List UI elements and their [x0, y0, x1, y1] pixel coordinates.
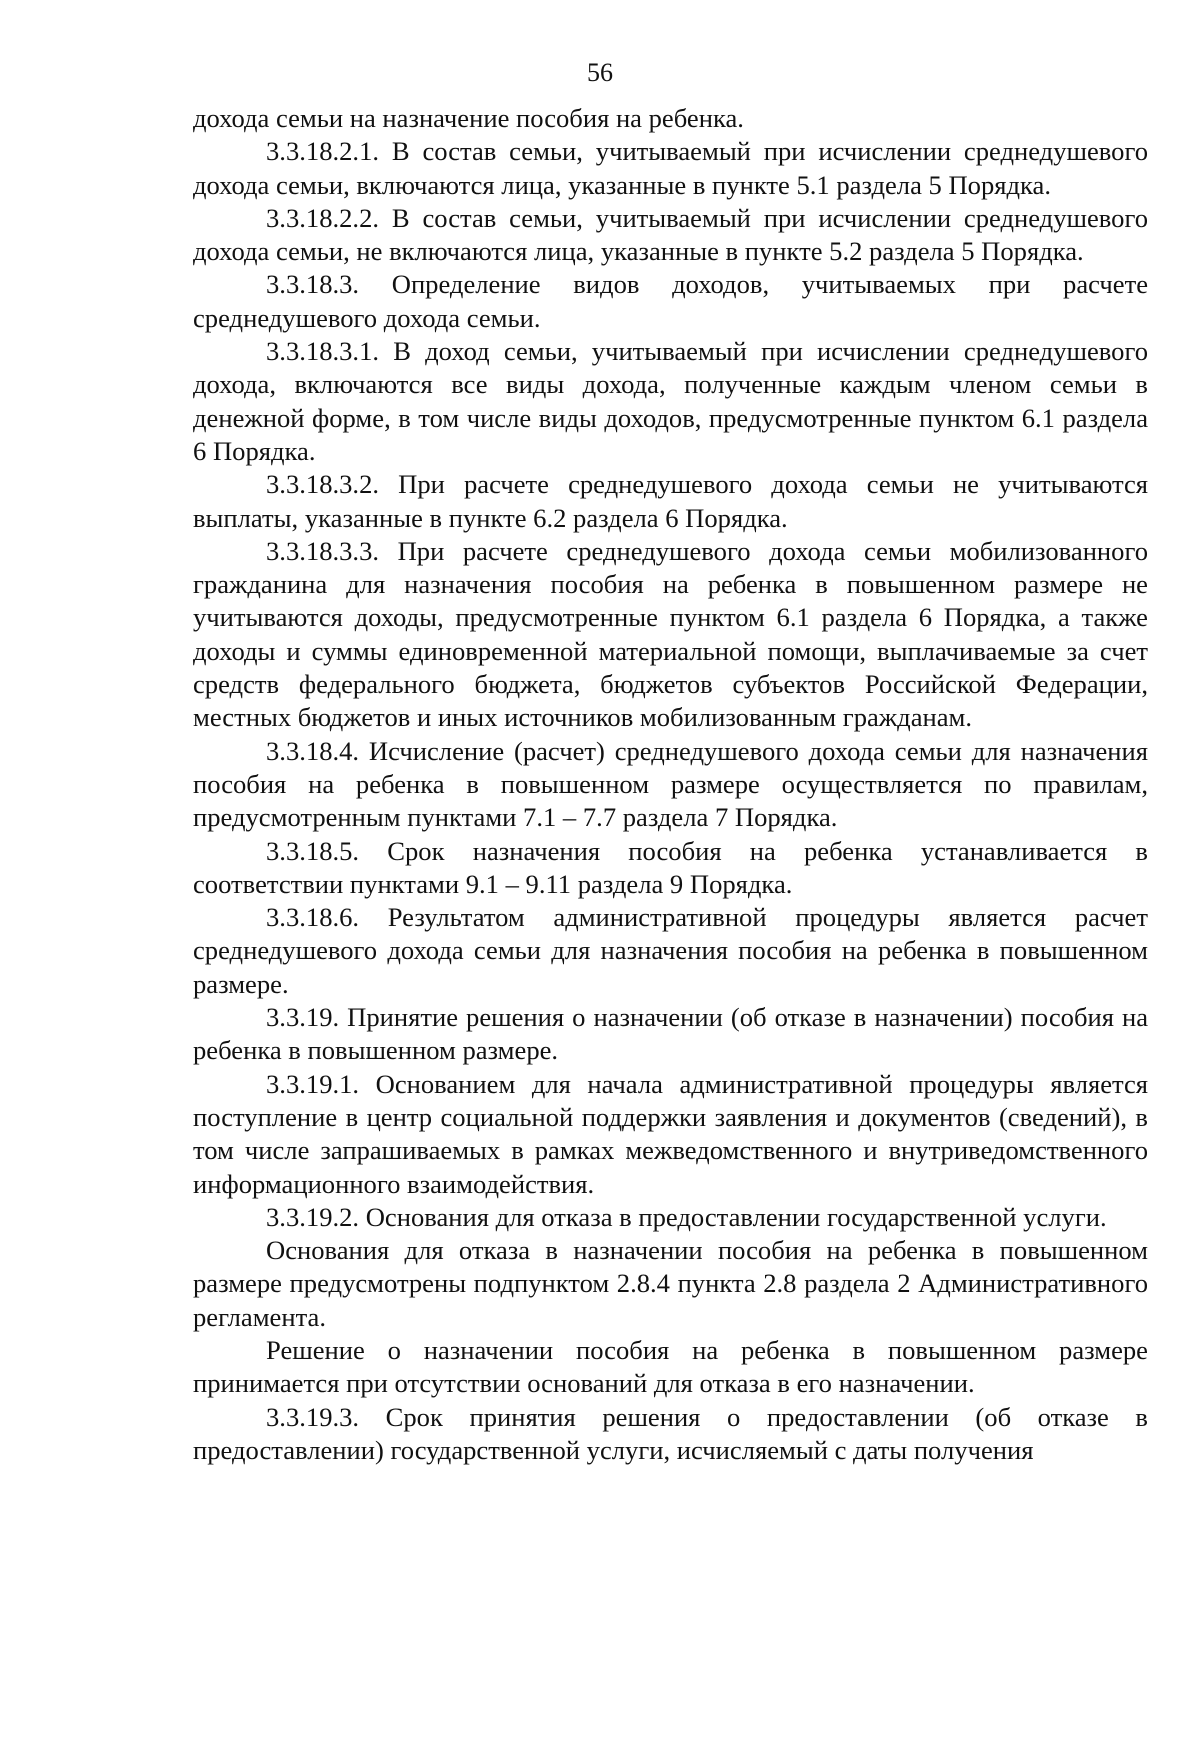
paragraph: 3.3.18.3. Определение видов доходов, учитываемых при расчете среднедушевого дохода семьи. — [193, 269, 1148, 333]
paragraph: Решение о назначении пособия на ребенка в повышенном размере принимается при отсутствии оснований для отказа в его назначении. — [193, 1334, 1148, 1399]
paragraph: 3.3.18.3.3. При расчете среднедушевого дохода семьи мобилизованного гражданина для назначения пособия на ребенка в повышенном размере не учитываются доходы, предусмотренные пунктом 6.1 раздела 6 Порядка, а также доходы и суммы единовременной материальной помощи, выплачиваемые за счет средств федерального бюджета, бюджетов субъектов Российской Федерации, местных бюджетов и иных источников мобилизованным гражданам. — [193, 535, 1148, 733]
paragraph: 3.3.19. Принятие решения о назначении (об отказе в назначении) пособия на ребенка в повышенном размере. — [193, 1002, 1148, 1066]
paragraph: 3.3.19.1. Основанием для начала административной процедуры является поступление в центр социальной поддержки заявления и документов (сведений), в том числе запрашиваемых в рамках межведомственного и внутриведомственного информационного взаимодействия. — [193, 1068, 1148, 1199]
paragraph: 3.3.18.3.1. В доход семьи, учитываемый при исчислении среднедушевого дохода, включаются все виды дохода, полученные каждым членом семьи в денежной форме, в том числе виды доходов, предусмотренные пунктом 6.1 раздела 6 Порядка. — [193, 336, 1148, 466]
paragraph: 3.3.18.4. Исчисление (расчет) среднедушевого дохода семьи для назначения пособия на ребенка в повышенном размере осуществляется по правилам, предусмотренным пунктами 7.1 – 7.7 раздела 7 Порядка. — [193, 735, 1148, 833]
paragraph: 3.3.18.2.1. В состав семьи, учитываемый при исчислении среднедушевого дохода семьи, включаются лица, указанные в пункте 5.1 раздела 5 Порядка. — [193, 136, 1148, 200]
paragraph: 3.3.18.5. Срок назначения пособия на ребенка устанавливается в соответствии пунктами 9.1 – 9.11 раздела 9 Порядка. — [193, 835, 1148, 899]
paragraph: 3.3.18.3.2. При расчете среднедушевого дохода семьи не учитываются выплаты, указанные в пункте 6.2 раздела 6 Порядка. — [193, 469, 1148, 533]
paragraph: 3.3.19.3. Срок принятия решения о предоставлении (об отказе в предоставлении) государственной услуги, исчисляемый с даты получения — [193, 1401, 1148, 1465]
paragraph: 3.3.18.6. Результатом административной процедуры является расчет среднедушевого дохода семьи для назначения пособия на ребенка в повышенном размере. — [193, 902, 1148, 999]
document-body — [193, 102, 1148, 1467]
paragraph: 3.3.19.2. Основания для отказа в предоставлении государственной услуги. — [266, 1201, 1107, 1232]
paragraph: Основания для отказа в назначении пособия на ребенка в повышенном размере предусмотрены подпунктом 2.8.4 пункта 2.8 раздела 2 Административного регламента. — [193, 1235, 1148, 1332]
page-number: 56 — [587, 58, 613, 87]
paragraph: дохода семьи на назначение пособия на ребенка. — [193, 103, 744, 133]
paragraph: 3.3.18.2.2. В состав семьи, учитываемый при исчислении среднедушевого дохода семьи, не включаются лица, указанные в пункте 5.2 раздела 5 Порядка. — [193, 202, 1148, 267]
